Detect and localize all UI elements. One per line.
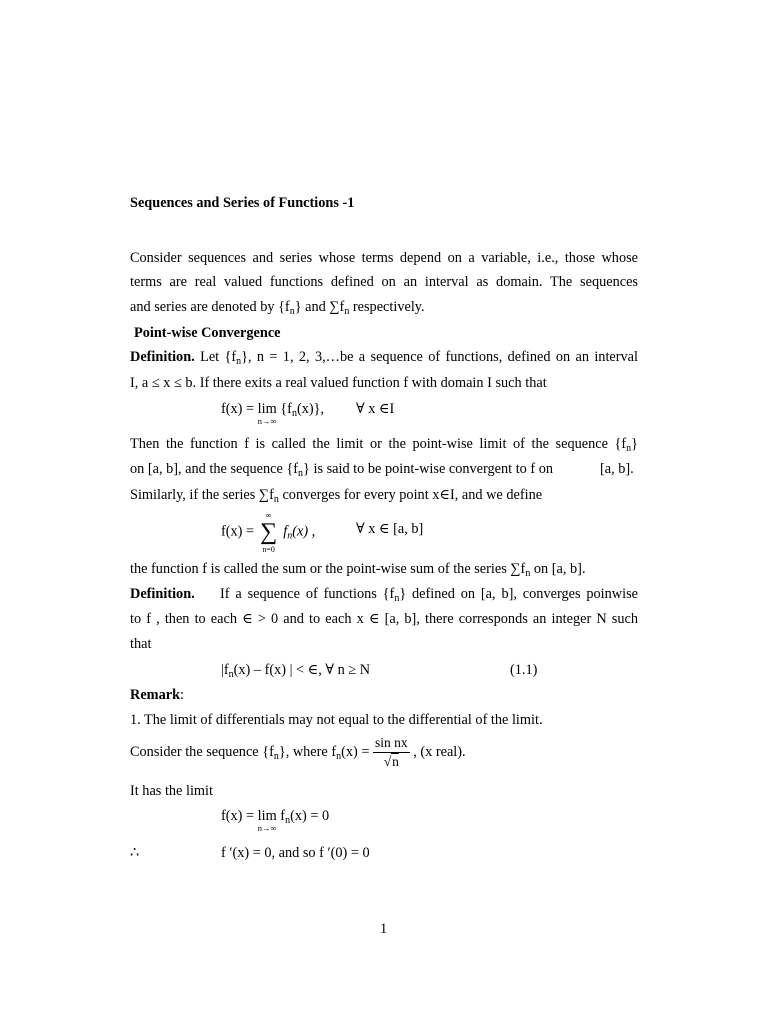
intro-line-1: Consider sequences and series whose terms depend on a variable, i.e., those whose [130,250,638,266]
then-line-2-interval: [a, b]. [600,461,634,477]
definition-2-label: Definition. [130,586,195,602]
equation-pointwise-sum: f(x) = ∞ ∑ n=0 $f_n(x)$ , [221,511,316,554]
derivative-conclusion: f ′(x) = 0, and so f ′(0) = 0 [221,845,370,861]
section-heading-pointwise: Point-wise Convergence [134,325,281,341]
equation-limit-zero: f(x) = lim n→∞ $f_n(x) = 0$ [221,808,330,833]
then-line-3: Similarly, if the series $\sum f_n$ converges for every point x∈I, and we define [130,487,543,505]
equation-pointwise-limit: f(x) = lim n→∞ $\{f_n(x)\}$, [221,401,325,426]
intro-line-2: terms are real valued functions defined on an interval as domain. The sequences [130,274,638,290]
definition-1-line-2: I, a ≤ x ≤ b. If there exits a real valued function f with domain I such that [130,375,547,391]
remark-item-1: 1. The limit of differentials may not equal to the differential of the limit. [130,712,543,728]
then-line-1: Then the function f is called the limit or the point-wise limit of the sequence $\{f_n\}$ [130,436,638,454]
it-has-the-limit: It has the limit [130,783,213,799]
page-number: 1 [380,921,388,937]
sum-definition-line: the function f is called the sum or the point-wise sum of the series $\sum f_n$ on [a, b]. [130,561,586,579]
definition-2-line-2: to f , then to each ∈ > 0 and to each x ∈ [a, b], there corresponds an integer N such [130,611,638,627]
page-title: Sequences and Series of Functions -1 [130,195,355,211]
fraction-sin-nx-over-root-n: $\frac{\text{sin nx}}{√n}$ [375,735,408,769]
remark-heading: Remark: [130,687,185,703]
definition-1-line-1: Definition. Let $\{f_n\}$, n = 1, 2, 3,…be a sequence of functions, defined on an interval [130,349,638,367]
therefore-symbol: ∴ [130,845,140,861]
equation-forall-x-in-ab: ∀ x ∈ [a, b] [356,521,424,537]
summation-symbol: ∞ ∑ n=0 [260,511,278,554]
intro-line-3: and series are denoted by $\{f_n\}$ and $\sum f_n$ respectively. [130,299,425,317]
equation-uniform-condition: $|f_n(x) - f(x)$ | < ∈, ∀ n ≥ N [221,662,371,680]
then-line-2: on [a, b], and the sequence $\{f_n\}$ is said to be point-wise convergent to f on [130,461,554,479]
definition-2-line-1: If a sequence of functions $\{f_n\}$ defined on [a, b], converges poinwise [220,586,638,604]
consider-sequence-line: Consider the sequence $\{f_n\}$, where $f_n(x)$ = $\frac{\text{sin nx}}{√n}$ , (x real). [130,735,466,769]
definition-2-line-3: that [130,636,152,652]
equation-forall-x-in-I: ∀ x ∈I [356,401,395,417]
equation-number: (1.1) [510,662,538,678]
